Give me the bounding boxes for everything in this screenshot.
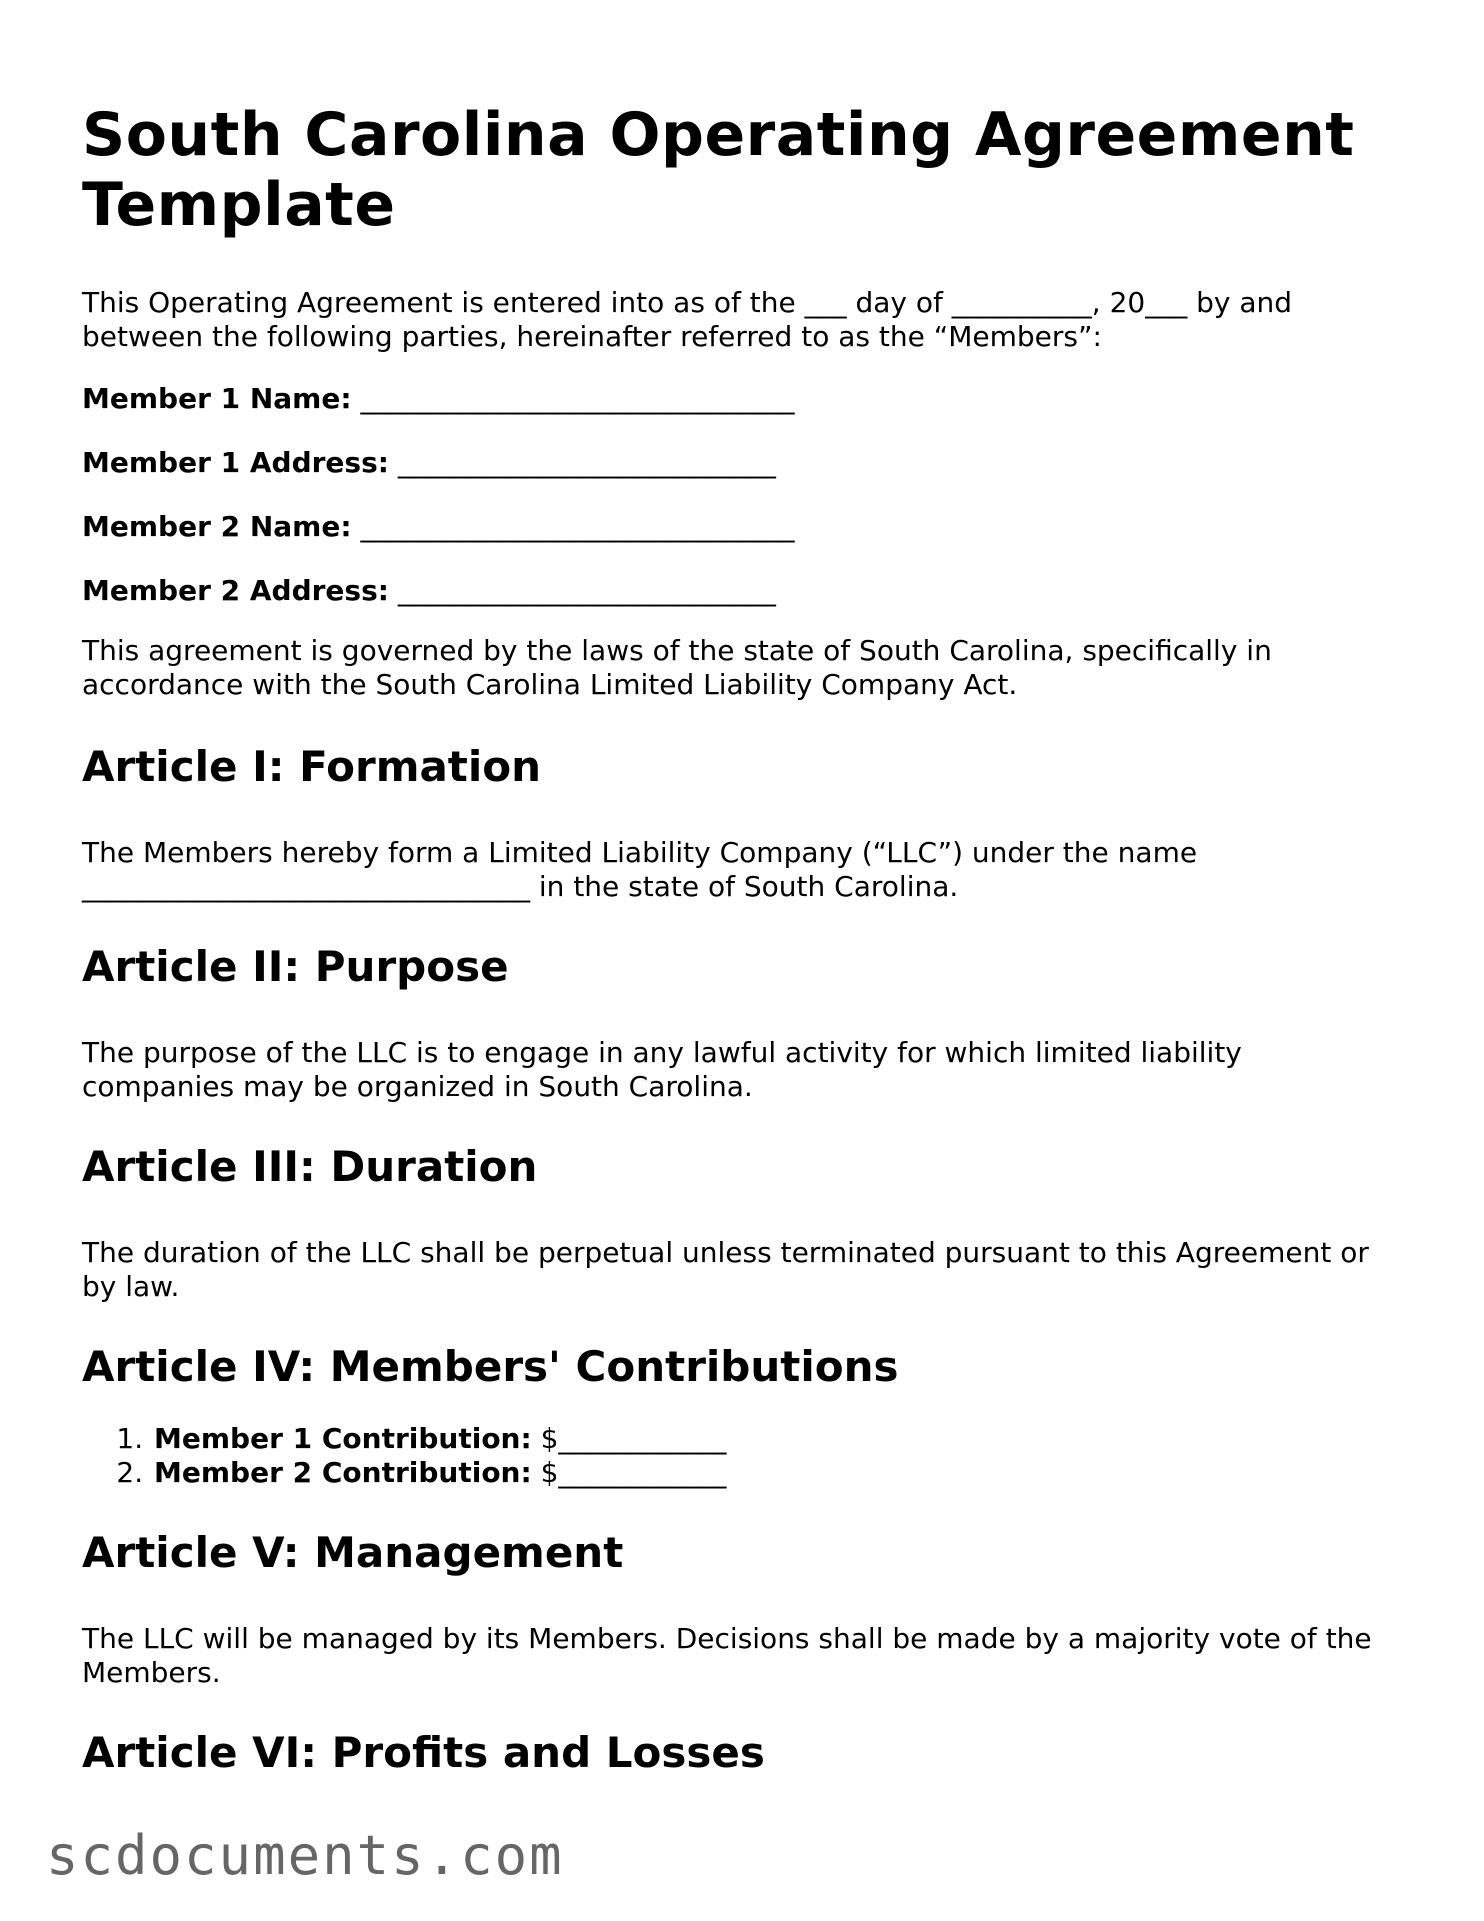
article-2-heading: Article II: Purpose — [82, 942, 509, 991]
contribution-blank: $____________ — [531, 1422, 727, 1455]
article-2-body: The purpose of the LLC is to engage in any lawful activity for which limited liability companies may be organized in South Carolina. — [82, 1036, 1242, 1103]
article-3-body: The duration of the LLC shall be perpetual unless terminated pursuant to this Agreement or by law. — [82, 1236, 1369, 1303]
list-item — [152, 1422, 1402, 1456]
field-label: Member 2 Name: — [82, 510, 352, 543]
intro-paragraph: This Operating Agreement is entered into as of the ___ day of __________, 20___ by and between the following parties, hereinafter referred to as the “Members”: — [82, 286, 1293, 353]
field-label: Member 1 Address: — [82, 446, 389, 479]
member-1-address-field — [82, 446, 1402, 480]
field-label: Member 2 Address: — [82, 574, 389, 607]
article-4-heading: Article IV: Members' Contributions — [82, 1342, 899, 1391]
article-6-heading: Article VI: Profits and Losses — [82, 1728, 765, 1777]
field-blank: _______________________________ — [360, 510, 795, 543]
article-5-body: The LLC will be managed by its Members. Decisions shall be made by a majority vote of the Members. — [82, 1622, 1372, 1689]
field-blank: ___________________________ — [397, 574, 776, 607]
field-blank: _______________________________ — [360, 382, 795, 415]
contribution-label: Member 1 Contribution: — [154, 1422, 532, 1455]
article-1-body: The Members hereby form a Limited Liability Company (“LLC”) under the name ________________________________ in the state of South Carolina. — [82, 836, 1198, 903]
member-2-address-field — [82, 574, 1402, 608]
field-blank: ___________________________ — [397, 446, 776, 479]
contribution-label: Member 2 Contribution: — [154, 1456, 532, 1489]
article-3-heading: Article III: Duration — [82, 1142, 538, 1191]
member-1-name-field — [82, 382, 1402, 416]
contributions-list — [82, 1422, 1402, 1490]
document-title: South Carolina Operating Agreement Template — [82, 100, 1355, 240]
contribution-blank: $____________ — [531, 1456, 727, 1489]
field-label: Member 1 Name: — [82, 382, 352, 415]
watermark: scdocuments.com — [46, 1824, 564, 1887]
member-2-name-field — [82, 510, 1402, 544]
list-item — [152, 1456, 1402, 1490]
governing-law-paragraph: This agreement is governed by the laws of the state of South Carolina, specifically in accordance with the South Carolina Limited Liability Company Act. — [82, 634, 1272, 701]
article-5-heading: Article V: Management — [82, 1528, 624, 1577]
article-1-heading: Article I: Formation — [82, 742, 542, 791]
document-page — [82, 100, 1402, 1822]
